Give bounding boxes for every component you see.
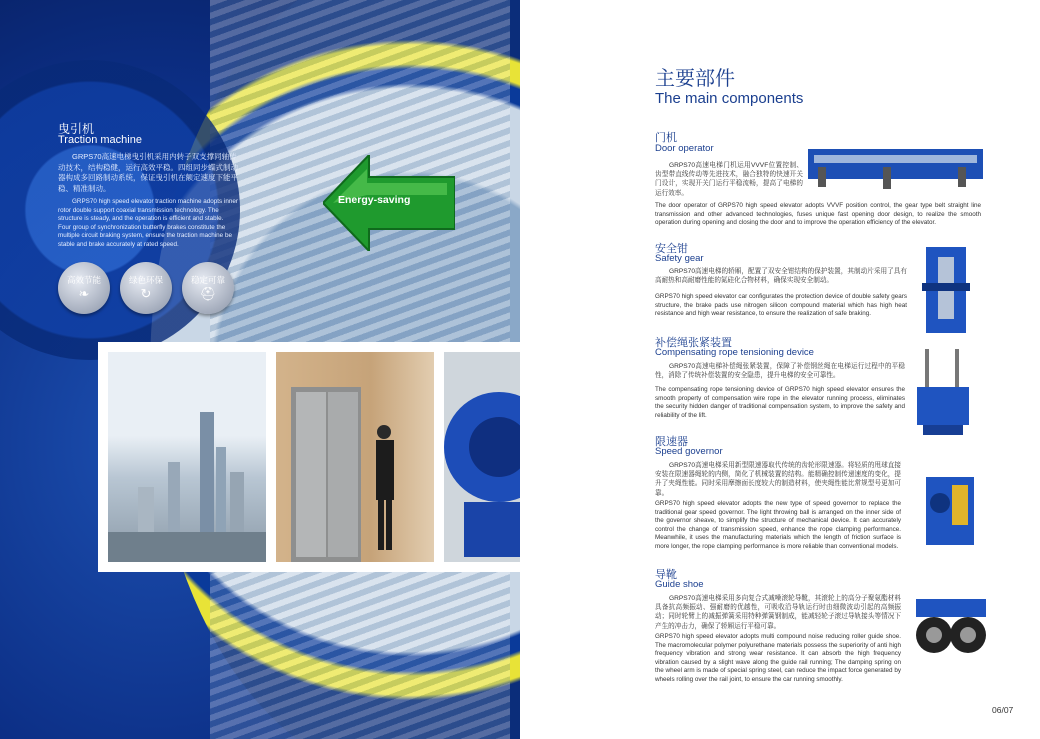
section-title-en: Compensating rope tensioning device xyxy=(655,347,814,358)
door-operator-text-cn: GRPS70高速电梯门机运用VVVF位置控制、齿型带直线传动等先进技术，融合独特的快速开关门设计，实现开关门运行平稳流畅，提高了电梯的运行效率。 xyxy=(655,162,803,197)
feature-badges xyxy=(58,262,234,314)
page-number: 06/07 xyxy=(992,705,1014,715)
badge-label: 稳定可靠 xyxy=(190,275,225,285)
section-title-en: Door operator xyxy=(655,143,714,154)
traction-description-en: GRPS70 high speed elevator traction machine adopts inner rotor double support coaxial transmission technology. The structure is steady, and the operation is efficient and stable. Four group of synchronization butterfly brakes constitute the multiple circuit braking system, ensure the traction machine be stable and brake accurately at rated speed. xyxy=(58,198,238,248)
badge-label: 高效节能 xyxy=(66,275,101,285)
main-components-page xyxy=(520,0,1040,739)
section-title-cn: 门机 xyxy=(655,132,677,144)
speed-governor-text-cn: GRPS70高速电梯采用新型限速器取代传统的齿轮形限速器。将轻质的甩球直接安装在限速器绳轮的内侧，简化了机械装置的结构。能精确控制传递速度的变化，提升了夹绳性能。同时采用摩擦面长度较大的制造材料，使夹绳性能比常规型号更加可靠。 xyxy=(655,462,901,497)
guide-shoe-text-cn: GRPS70高速电梯采用多向复合式减噪滚轮导靴，其滚轮上的高分子聚氨酯材料具备抗高频振动、强耐磨的优越性，可吸收沿导轨运行时由细微波动引起的高频振动；同时轮臂上的减振弹簧采用特种弹簧钢制成，能减轻轮子滚过导轨接头等情况下产生的冲击力，确保了轿厢运行平稳可靠。 xyxy=(655,595,901,630)
section-title-cn: 安全钳 xyxy=(655,243,688,255)
recycle-icon: ↻ xyxy=(140,286,152,301)
badge-energy-efficient xyxy=(58,262,110,314)
elevator-lobby-photo xyxy=(276,352,434,562)
safety-gear-image xyxy=(918,243,973,335)
section-title-cn: 限速器 xyxy=(655,436,688,448)
helmet-icon: ⛑ xyxy=(199,286,217,301)
section-title-en: Guide shoe xyxy=(655,579,704,590)
section-title-en: Speed governor xyxy=(655,446,723,457)
tensioning-device-image xyxy=(913,347,973,439)
badge-stable-reliable xyxy=(182,262,234,314)
city-skyline-photo xyxy=(108,352,266,562)
badge-eco-friendly xyxy=(120,262,172,314)
traction-title-en: Traction machine xyxy=(58,134,142,146)
section-title-cn: 导靴 xyxy=(655,569,677,581)
energy-saving-label: Energy-saving xyxy=(338,194,411,206)
badge-label: 绿色环保 xyxy=(128,275,163,285)
speed-governor-image xyxy=(922,473,978,549)
section-title-en: Safety gear xyxy=(655,253,704,264)
section-title-cn: 补偿绳张紧装置 xyxy=(655,337,732,349)
page-title-en: The main components xyxy=(655,90,804,107)
guide-shoe-image xyxy=(912,595,990,659)
traction-description-cn: GRPS70高速电梯曳引机采用内转子双支撑同轴传动技术，结构稳健，运行高效平稳。四组同步蝶式制动器构成多回路制动系统，保证曳引机在额定速度下能平稳、精准制动。 xyxy=(58,152,238,193)
safety-gear-text-en: GRPS70 high speed elevator car configurates the protection device of double safety gears structure, the brake pads use nitrogen silicon compound material which has high heat resistance and high wear resistance, to ensure the realization of safe braking. xyxy=(655,293,907,318)
compensating-rope-text-en: The compensating rope tensioning device of GRPS70 high speed elevator ensures the smooth property of compensation wire rope in the elevator running process, eliminates the security hidden danger of traditional compensation system, to improve the safety and reliability of the lift. xyxy=(655,386,905,419)
traction-title-cn: 曳引机 xyxy=(58,122,95,136)
guide-shoe-text-en: GRPS70 high speed elevator adopts multi compound noise reducing roller guide shoe. The macromolecular polymer polyurethane materials possess the superiority of anti high frequency vibration and strong wear resistance. It can absorb the high frequency vibration caused by a slight wave along the guide rail running; The damping spring on the wheel arm is made of special spring steel, can reduce the impact force generated by wheels rolling over the rail joint, to ensure the car running smoothly. xyxy=(655,633,901,683)
speed-governor-text-en: GRPS70 high speed elevator adopts the new type of speed governor to replace the traditional gear speed governor. The light throwing ball is arranged on the inner side of the governor sheave, to simplify the structure of mechanical device. It can accurately control the change of transmission speed, enhance the rope clamping performance. Meanwhile, it uses the manufacturing materials which the length of friction surface is more longer, the rope clamping performance is more reliable than conventional models. xyxy=(655,500,901,550)
safety-gear-text-cn: GRPS70高速电梯的轿厢，配置了双安全钳结构的保护装置，其制动片采用了具有高耐热和高耐磨性能的氮硅化合物材料，确保实现安全制动。 xyxy=(655,268,907,285)
leaf-icon: ❧ xyxy=(78,286,90,301)
door-operator-image xyxy=(808,145,983,191)
compensating-rope-text-cn: GRPS70高速电梯补偿绳张紧装置，保障了补偿钢丝绳在电梯运行过程中的平稳性，消除了传统补偿装置的安全隐患，提升电梯的安全可靠性。 xyxy=(655,363,905,380)
door-operator-text-en: The door operator of GRPS70 high speed elevator adopts VVVF position control, the gear type belt straight line transmission and other advanced technologies, fuses unique fast opening door design, to realize the smooth operation during opening and closing the door and to improve the operation efficiency of the elevator. xyxy=(655,202,981,227)
page-title-cn: 主要部件 xyxy=(655,68,735,90)
